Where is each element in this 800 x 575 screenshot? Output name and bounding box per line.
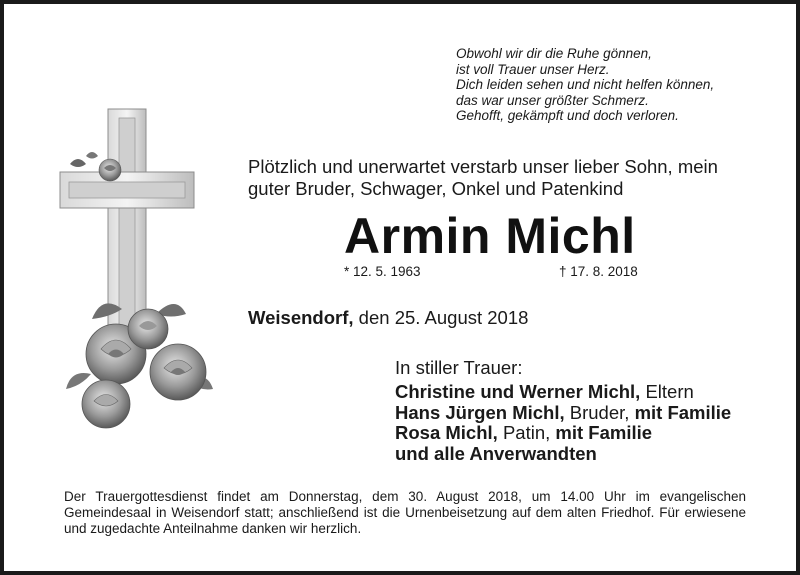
mourners-heading: In stiller Trauer: xyxy=(395,357,523,378)
poem-line: das war unser größter Schmerz. xyxy=(456,92,649,108)
mourner-role: Patin, xyxy=(497,422,556,443)
mourner-entry xyxy=(395,382,731,403)
place-date-line xyxy=(248,307,528,329)
service-info: Der Trauergottesdienst findet am Donnerstag, dem 30. August 2018, um 14.00 Uhr im evangelischen Gemeindesaal in Weisendorf statt; anschließend ist die Urnenbeisetzung auf dem alten Friedhof. Für erwiesene und zugedachte Anteilnahme danken wir herzlich. xyxy=(64,489,746,536)
deceased-name: Armin Michl xyxy=(344,208,636,264)
poem-line: ist voll Trauer unser Herz. xyxy=(456,61,610,77)
poem-verse xyxy=(456,46,714,124)
announcement-line: Plötzlich und unerwartet verstarb unser lieber Sohn, mein xyxy=(248,156,718,177)
poem-line: Dich leiden sehen und nicht helfen können, xyxy=(456,77,715,92)
mourner-entry xyxy=(395,403,731,424)
mourner-name: Christine und Werner Michl, xyxy=(395,381,641,402)
mourner-role: Bruder, xyxy=(564,401,635,423)
mourner-name: Hans Jürgen Michl, xyxy=(395,401,565,423)
mourner-entry xyxy=(395,444,731,465)
mourner-name: Rosa Michl, xyxy=(395,422,498,443)
announcement-text xyxy=(248,156,718,200)
mourner-role: Eltern xyxy=(640,381,694,402)
place: Weisendorf, xyxy=(248,307,354,328)
poem-line: Obwohl wir dir die Ruhe gönnen, xyxy=(456,46,652,61)
cross-with-roses-icon xyxy=(56,104,216,434)
announcement-line: guter Bruder, Schwager, Onkel und Patenkind xyxy=(248,178,624,199)
date: den 25. August 2018 xyxy=(353,307,529,328)
birth-date: * 12. 5. 1963 xyxy=(344,264,421,279)
mourner-name: und alle Anverwandten xyxy=(395,442,597,464)
mourner-extra: mit Familie xyxy=(634,401,732,423)
mourner-extra: mit Familie xyxy=(555,422,653,443)
mourner-entry xyxy=(395,423,731,444)
death-date: † 17. 8. 2018 xyxy=(559,264,638,279)
poem-line: Gehofft, gekämpft und doch verloren. xyxy=(456,108,679,123)
mourners-list xyxy=(395,382,731,464)
